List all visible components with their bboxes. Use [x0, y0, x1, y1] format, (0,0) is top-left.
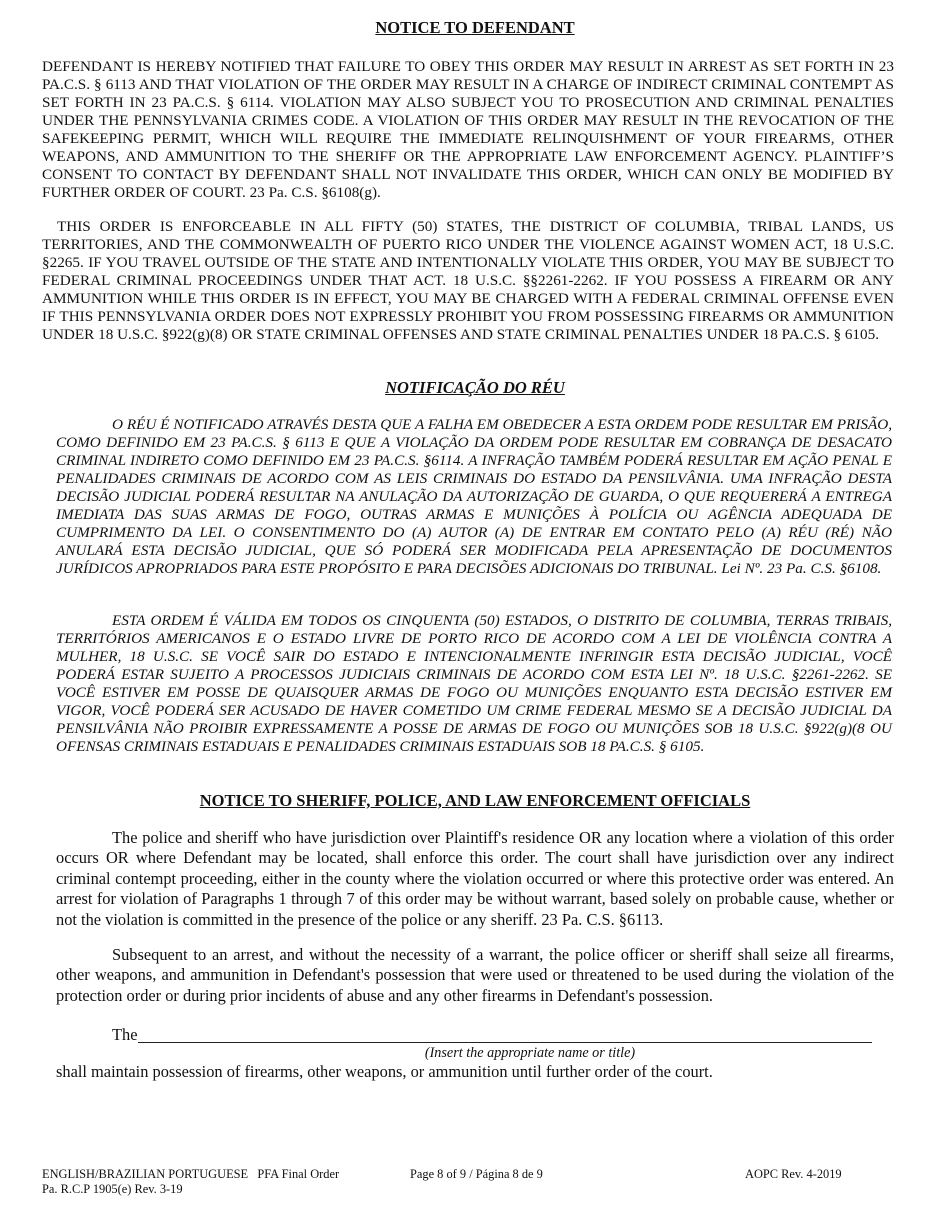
notice-defendant-para-1: DEFENDANT IS HEREBY NOTIFIED THAT FAILURE TO OBEY THIS ORDER MAY RESULT IN ARREST AS SET FORTH IN 23 PA.C.S. § 6113 AND THAT VIOLATION OF THE ORDER MAY RESULT IN A CHARGE OF INDIRECT CRIMINAL CONTEMPT AS SET FORTH IN 23 PA.C.S. § 6114. VIOLATION MAY ALSO SUBJECT YOU TO PROSECUTION AND CRIMINAL PENALTIES UNDER THE PENNSYLVANIA CRIMES CODE. A VIOLATION OF THIS ORDER MAY RESULT IN THE REVOCATION OF THE SAFEKEEPING PERMIT, WHICH WILL REQUIRE THE IMMEDIATE RELINQUISHMENT OF YOUR FIREARMS, OTHER WEAPONS, AND AMMUNITION TO THE SHERIFF OR THE APPROPRIATE LAW ENFORCEMENT AGENCY. PLAINTIFF’S CONSENT TO CONTACT BY DEFENDANT SHALL NOT INVALIDATE THIS ORDER, WHICH CAN ONLY BE MODIFIED BY FURTHER ORDER OF COURT. 23 Pa. C.S. §6108(g).: [42, 58, 894, 201]
notificacao-reu-para-2: ESTA ORDEM É VÁLIDA EM TODOS OS CINQUENTA (50) ESTADOS, O DISTRITO DE COLUMBIA, TERRAS TRIBAIS, TERRITÓRIOS AMERICANOS E O ESTADO LIVRE DE PORTO RICO DE ACORDO COM A LEI DE VIOLÊNCIA CONTRA A MULHER, 18 U.S.C. SE VOCÊ SAIR DO ESTADO E INTENCIONALMENTE INFRINGIR ESTA DECISÃO JUDICIAL, VOCÊ PODERÁ ESTAR SUJEITO A PROCESSOS JUDICIAIS CRIMINAIS DE ACORDO COM ESTA LEI Nº. 18 U.S.C. §2261-2262. SE VOCÊ ESTIVER EM POSSE DE QUAISQUER ARMAS DE FOGO OU MUNIÇÕES ENQUANTO ESTA DECISÃO ESTIVER EM VIGOR, VOCÊ PODERÁ SER ACUSADO DE HAVER COMETIDO UM CRIME FEDERAL MESMO SE A DECISÃO JUDICIAL DA PENSILVÂNIA NÃO PROIBIR EXPRESSAMENTE A POSSE DE ARMAS DE FOGO OU MUNIÇÕES SOB 18 U.S.C. §922(g)(8 OU OFENSAS CRIMINAIS ESTADUAIS E PENALIDADES CRIMINAIS ESTADUAIS SOB 18 PA.C.S. § 6105.: [56, 612, 892, 755]
the-label: The: [112, 1025, 138, 1044]
notificacao-reu-title: NOTIFICAÇÃO DO RÉU: [385, 378, 565, 397]
officer-name-line[interactable]: [138, 1042, 872, 1043]
notice-defendant-para-2: THIS ORDER IS ENFORCEABLE IN ALL FIFTY (50) STATES, THE DISTRICT OF COLUMBIA, TRIBAL LANDS, US TERRITORIES, AND THE COMMONWEALTH OF PUERTO RICO UNDER THE VIOLENCE AGAINST WOMEN ACT, 18 U.S.C. §2265. IF YOU TRAVEL OUTSIDE OF THE STATE AND INTENTIONALLY VIOLATE THIS ORDER, YOU MAY BE SUBJECT TO FEDERAL CRIMINAL PROCEEDINGS UNDER THAT ACT. 18 U.S.C. §§2261-2262. IF YOU POSSESS A FIREARM OR ANY AMMUNITION WHILE THIS ORDER IS IN EFFECT, YOU MAY BE CHARGED WITH A FEDERAL CRIMINAL OFFENSE EVEN IF THIS PENNSYLVANIA ORDER DOES NOT EXPRESSLY PROHIBIT YOU FROM POSSESSING FIREARMS OR AMMUNITION UNDER 18 U.S.C. §922(g)(8) OR STATE CRIMINAL OFFENSES AND STATE CRIMINAL PENALTIES UNDER 18 PA.C.S. § 6105.: [42, 218, 894, 343]
footer-rule: Pa. R.C.P 1905(e) Rev. 3-19: [42, 1182, 183, 1196]
footer-page-number: Page 8 of 9 / Página 8 de 9: [410, 1167, 543, 1181]
notice-defendant-title: NOTICE TO DEFENDANT: [375, 18, 575, 37]
notice-sheriff-para-1: The police and sheriff who have jurisdiction over Plaintiff's residence OR any location where a violation of this order occurs OR where Defendant may be located, shall enforce this order. The court shall have jurisdiction over any indirect criminal contempt proceeding, either in the county where the violation occurred or where this protective order was entered. An arrest for violation of Paragraphs 1 through 7 of this order may be without warrant, based solely on probable cause, whether or not the violation is committed in the presence of the police or any sheriff. 23 Pa. C.S. §6113.: [56, 828, 894, 929]
notificacao-reu-para-1: O RÉU É NOTIFICADO ATRAVÉS DESTA QUE A FALHA EM OBEDECER A ESTA ORDEM PODE RESULTAR EM PRISÃO, COMO DEFINIDO EM 23 PA.C.S. § 6113 E QUE A VIOLAÇÃO DA ORDEM PODE RESULTAR EM COBRANÇA DE DESACATO CRIMINAL INDIRETO COMO DEFINIDO EM 23 PA.C.S. §6114. A INFRAÇÃO TAMBÉM PODERÁ RESULTAR EM AÇÃO PENAL E PENALIDADES CRIMINAIS DE ACORDO COM AS LEIS CRIMINAIS DO ESTADO DA PENSILVÂNIA. UMA INFRAÇÃO DESTA DECISÃO JUDICIAL PODERÁ RESULTAR NA ANULAÇÃO DA AUTORIZAÇÃO DE GUARDA, O QUE REQUERERÁ A ENTREGA IMEDIATA DAS SUAS ARMAS DE FOGO, OUTRAS ARMAS E MUNIÇÕES À POLÍCIA OU AGÊNCIA ADEQUADA DE CUMPRIMENTO DA LEI. O CONSENTIMENTO DO (A) AUTOR (A) DE ENTRAR EM CONTATO PELO (A) RÉU (RÉ) NÃO ANULARÁ ESTA DECISÃO JUDICIAL, QUE SÓ PODERÁ SER MODIFICADA PELA APRESENTAÇÃO DE DOCUMENTOS JURÍDICOS APROPRIADOS PARA ESTE PROPÓSITO E PARA DECISÕES ADICIONAIS DO TRIBUNAL. Lei Nº. 23 Pa. C.S. §6108.: [56, 416, 892, 577]
closing-sentence: shall maintain possession of firearms, other weapons, or ammunition until further order of the court.: [56, 1062, 713, 1081]
footer-revision: AOPC Rev. 4-2019: [745, 1167, 842, 1181]
footer-form-name: ENGLISH/BRAZILIAN PORTUGUESE PFA Final Order: [42, 1167, 340, 1181]
notice-sheriff-para-2: Subsequent to an arrest, and without the necessity of a warrant, the police officer or sheriff shall seize all firearms, other weapons, and ammunition in Defendant's possession that were used or threatened to be used during the violation of the protection order or during prior incidents of abuse and any other firearms in Defendant's possession.: [56, 945, 894, 1005]
insert-name-hint: (Insert the appropriate name or title): [424, 1045, 636, 1061]
notice-sheriff-title: NOTICE TO SHERIFF, POLICE, AND LAW ENFORCEMENT OFFICIALS: [199, 791, 751, 810]
